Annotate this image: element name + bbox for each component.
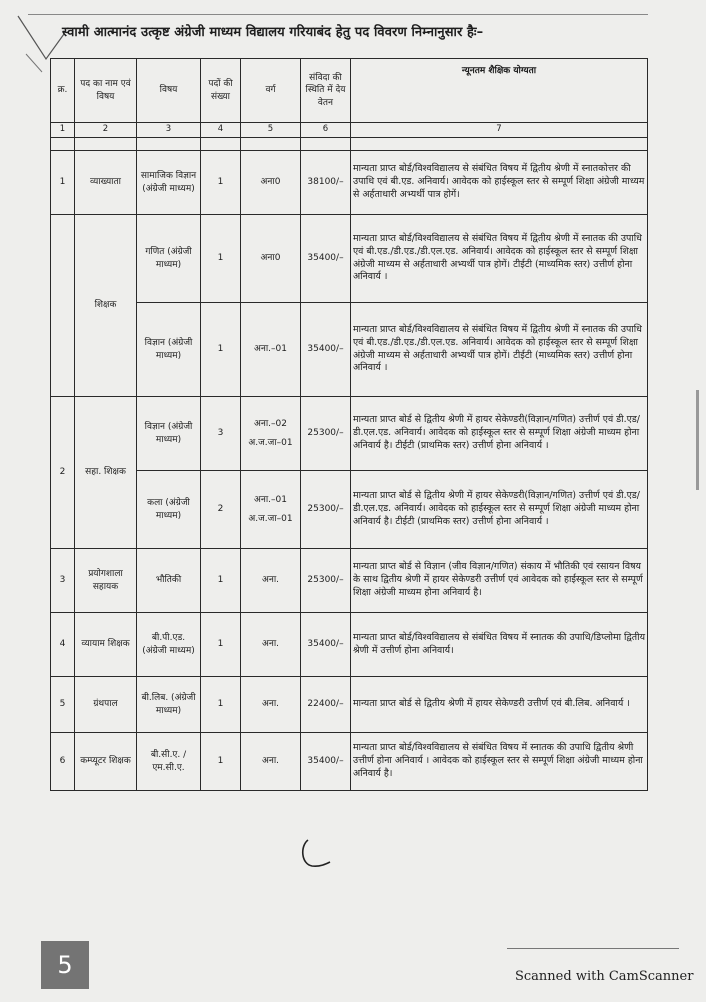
- col-num: 5: [241, 123, 301, 138]
- table-row: [51, 549, 648, 613]
- row-count: 1: [201, 215, 241, 303]
- header-qualification: न्यूनतम शैक्षिक योग्यता: [351, 59, 648, 123]
- row-qualification: मान्यता प्राप्त बोर्ड से द्वितीय श्रेणी में हायर सेकेण्डरी(विज्ञान/गणित) उत्तीर्ण एवं डी.एड/डी.एल.एड. अनिवार्य। आवेदक को हाईस्कूल स्तर से सम्पूर्ण शिक्षा अंग्रेजी माध्यम होना अनिवार्य है। टीईटी (प्राथमिक स्तर) उत्तीर्ण होना अनिवार्य ।: [351, 397, 648, 471]
- row-qualification: मान्यता प्राप्त बोर्ड से द्वितीय श्रेणी में हायर सेकेण्डरी उत्तीर्ण एवं बी.लिब. अनिवार्य ।: [351, 677, 648, 733]
- col-num: 3: [137, 123, 201, 138]
- row-subject: गणित (अंग्रेजी माध्यम): [137, 215, 201, 303]
- row-post: ग्रंथपाल: [75, 677, 137, 733]
- col-num: 1: [51, 123, 75, 138]
- table-row: [51, 151, 648, 215]
- row-salary: 22400/–: [301, 677, 351, 733]
- row-post: व्याख्याता: [75, 151, 137, 215]
- row-qualification: मान्यता प्राप्त बोर्ड/विश्वविद्यालय से संबंधित विषय में द्वितीय श्रेणी में स्नातक की उपाधि एवं बी.एड./डी.एड./डी.एल.एड. अनिवार्य। आवेदक को हाईस्कूल स्तर से सम्पूर्ण शिक्षा अंग्रेजी माध्यम से अर्हताधारी अभ्यर्थी पात्र होगें। टीईटी (माध्यमिक स्तर) उत्तीर्ण होना अनिवार्य ।: [351, 215, 648, 303]
- row-post: प्रयोगशाला सहायक: [75, 549, 137, 613]
- row-salary: 25300/–: [301, 397, 351, 471]
- page-title: स्वामी आत्मानंद उत्कृष्ट अंग्रेजी माध्यम विद्यालय गरियाबंद हेतु पद विवरण निम्नानुसार हैः–: [62, 25, 484, 40]
- row-subject: बी.लिब. (अंग्रेजी माध्यम): [137, 677, 201, 733]
- header-row: [51, 59, 648, 123]
- title-rule-top: [28, 14, 648, 15]
- row-sn: [51, 215, 75, 397]
- row-count: 1: [201, 733, 241, 791]
- table-row: [51, 215, 648, 303]
- row-category: अना.: [241, 613, 301, 677]
- row-count: 1: [201, 151, 241, 215]
- row-salary: 38100/–: [301, 151, 351, 215]
- header-category: वर्ग: [241, 59, 301, 123]
- footer-rule: [507, 948, 679, 949]
- col-num: 4: [201, 123, 241, 138]
- row-category: अना.: [241, 733, 301, 791]
- row-salary: 25300/–: [301, 471, 351, 549]
- row-subject: विज्ञान (अंग्रेजी माध्यम): [137, 303, 201, 397]
- row-qualification: मान्यता प्राप्त बोर्ड/विश्वविद्यालय से संबंधित विषय में द्वितीय श्रेणी में स्नातक की उपाधि एवं बी.एड./डी.एड./डी.एल.एड. अनिवार्य। आवेदक को हाईस्कूल स्तर से सम्पूर्ण शिक्षा अंग्रेजी माध्यम से अर्हताधारी अभ्यर्थी पात्र होगें। टीईटी (माध्यमिक स्तर) उत्तीर्ण होना अनिवार्य ।: [351, 303, 648, 397]
- row-category: अना.–01 अ.ज.जा–01: [241, 471, 301, 549]
- table-row: [51, 471, 648, 549]
- row-qualification: मान्यता प्राप्त बोर्ड/विश्वविद्यालय से संबंधित विषय में द्वितीय श्रेणी में स्नातकोत्तर की उपाधि एवं बी.एड. अनिवार्य। आवेदक को हाईस्कूल स्तर से सम्पूर्ण शिक्षा अंग्रेजी माध्यम से अर्हताधारी अभ्यर्थी पात्र होगें।: [351, 151, 648, 215]
- spacer-row: [51, 138, 648, 151]
- col-num: 7: [351, 123, 648, 138]
- row-post: शिक्षक: [75, 215, 137, 397]
- row-post: कम्प्यूटर शिक्षक: [75, 733, 137, 791]
- scanner-watermark: Scanned with CamScanner: [515, 969, 694, 984]
- row-subject: विज्ञान (अंग्रेजी माध्यम): [137, 397, 201, 471]
- row-subject: कला (अंग्रेजी माध्यम): [137, 471, 201, 549]
- header-post: पद का नाम एवं विषय: [75, 59, 137, 123]
- row-subject: भौतिकी: [137, 549, 201, 613]
- row-count: 1: [201, 613, 241, 677]
- row-qualification: मान्यता प्राप्त बोर्ड/विश्वविद्यालय से संबंधित विषय में स्नातक की उपाधि द्वितीय श्रेणी उत्तीर्ण होना अनिवार्य । आवेदक को हाईस्कूल स्तर से सम्पूर्ण शिक्षा अंग्रेजी माध्यम होना अनिवार्य है।: [351, 733, 648, 791]
- row-salary: 25300/–: [301, 549, 351, 613]
- table-row: [51, 303, 648, 397]
- table-row: [51, 397, 648, 471]
- row-category: अना.–02 अ.ज.जा–01: [241, 397, 301, 471]
- row-sn: 5: [51, 677, 75, 733]
- header-count: पदों की संख्या: [201, 59, 241, 123]
- row-count: 2: [201, 471, 241, 549]
- header-subject: विषय: [137, 59, 201, 123]
- row-post: व्यायाम शिक्षक: [75, 613, 137, 677]
- row-qualification: मान्यता प्राप्त बोर्ड से विज्ञान (जीव विज्ञान/गणित) संकाय में भौतिकी एवं रसायन विषय के साथ द्वितीय श्रेणी में हायर सेकेण्डरी उत्तीर्ण एवं आवेदक को हाईस्कूल स्तर से सम्पूर्ण शिक्षा अंग्रेजी माध्यम होना अनिवार्य है।: [351, 549, 648, 613]
- row-count: 3: [201, 397, 241, 471]
- row-sn: 2: [51, 397, 75, 549]
- row-salary: 35400/–: [301, 215, 351, 303]
- row-count: 1: [201, 549, 241, 613]
- row-category: अना0: [241, 151, 301, 215]
- row-salary: 35400/–: [301, 613, 351, 677]
- header-salary: संविदा की स्थिति में देय वेतन: [301, 59, 351, 123]
- row-subject: सामाजिक विज्ञान (अंग्रेजी माध्यम): [137, 151, 201, 215]
- row-subject: बी.सी.ए. /एम.सी.ए.: [137, 733, 201, 791]
- row-sn: 3: [51, 549, 75, 613]
- row-sn: 1: [51, 151, 75, 215]
- column-number-row: [51, 123, 648, 138]
- row-category: अना.: [241, 677, 301, 733]
- row-sn: 6: [51, 733, 75, 791]
- row-salary: 35400/–: [301, 733, 351, 791]
- row-category: अना0: [241, 215, 301, 303]
- row-qualification: मान्यता प्राप्त बोर्ड से द्वितीय श्रेणी में हायर सेकेण्डरी(विज्ञान/गणित) उत्तीर्ण एवं डी.एड/डी.एल.एड. अनिवार्य। आवेदक को हाईस्कूल स्तर से सम्पूर्ण शिक्षा अंग्रेजी माध्यम होना अनिवार्य है। टीईटी (प्राथमिक स्तर) उत्तीर्ण होना अनिवार्य ।: [351, 471, 648, 549]
- row-qualification: मान्यता प्राप्त बोर्ड/विश्वविद्यालय से संबंधित विषय में स्नातक की उपाधि/डिप्लोमा द्वितीय श्रेणी में उत्तीर्ण होना अनिवार्य।: [351, 613, 648, 677]
- row-subject: बी.पी.एड. (अंग्रेजी माध्यम): [137, 613, 201, 677]
- row-category: अना.: [241, 549, 301, 613]
- header-sn: क्र.: [51, 59, 75, 123]
- page-number-badge: 5: [41, 941, 89, 989]
- row-category: अना.–01: [241, 303, 301, 397]
- col-num: 2: [75, 123, 137, 138]
- recruitment-table: [50, 58, 648, 791]
- row-post: सहा. शिक्षक: [75, 397, 137, 549]
- scan-edge-mark: [696, 390, 699, 490]
- row-count: 1: [201, 303, 241, 397]
- table-row: [51, 677, 648, 733]
- table-row: [51, 613, 648, 677]
- row-count: 1: [201, 677, 241, 733]
- signature-mark: [298, 836, 338, 870]
- table-row: [51, 733, 648, 791]
- col-num: 6: [301, 123, 351, 138]
- row-sn: 4: [51, 613, 75, 677]
- row-salary: 35400/–: [301, 303, 351, 397]
